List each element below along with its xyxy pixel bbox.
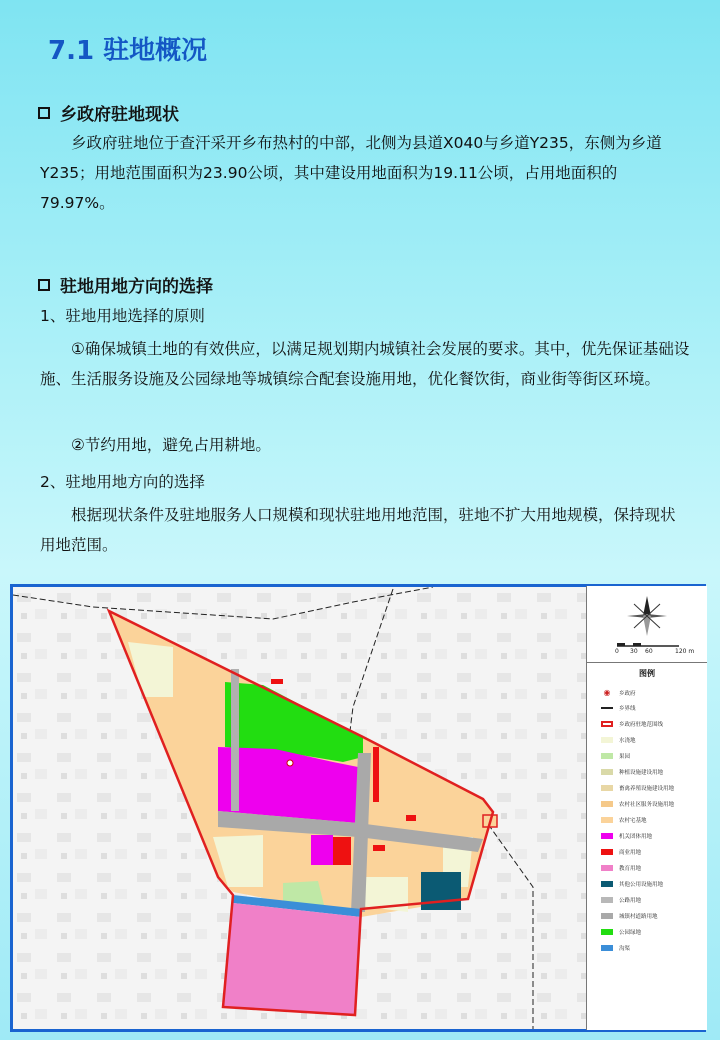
scale-label: 120 m bbox=[675, 648, 695, 655]
commercial-parcel bbox=[333, 837, 351, 865]
paragraph-principle-1: ①确保城镇土地的有效供应，以满足规划期内城镇社会发展的要求。其中，优先保证基础设施、生活服务设施及公园绿地等城镇综合配套设施用地，优化餐饮街，商业街等街区环境。 bbox=[40, 340, 690, 388]
square-bullet-icon bbox=[38, 107, 50, 119]
legend-item: 水浇地 bbox=[601, 736, 636, 744]
legend-item: 机关团体用地 bbox=[601, 832, 652, 840]
commercial-parcel bbox=[373, 747, 379, 802]
color-swatch bbox=[601, 801, 613, 807]
legend-item: 果园 bbox=[601, 752, 630, 760]
paragraph-principle-2: ②节约用地，避免占用耕地。 bbox=[71, 436, 271, 454]
legend-item: 乡界线 bbox=[601, 704, 636, 712]
scale-label: 30 bbox=[630, 648, 638, 655]
color-swatch bbox=[601, 785, 613, 791]
color-swatch bbox=[601, 833, 613, 839]
township-government-icon bbox=[287, 760, 293, 766]
outline-icon bbox=[601, 721, 613, 727]
list-item-principle: 1、驻地用地选择的原则 bbox=[40, 307, 205, 325]
section-heading-current bbox=[38, 100, 179, 125]
legend-title: 图例 bbox=[639, 669, 655, 678]
legend-item: 种植设施建设用地 bbox=[601, 768, 663, 776]
legend-item: 公园绿地 bbox=[601, 928, 641, 936]
village-road bbox=[231, 669, 239, 811]
paragraph-direction: 根据现状条件及驻地服务人口规模和现状驻地用地范围，驻地不扩大用地规模，保持现状用地范围。 bbox=[40, 506, 676, 554]
list-item-direction: 2、驻地用地方向的选择 bbox=[40, 473, 205, 491]
scale-label: 60 bbox=[645, 648, 653, 655]
legend-item: 公路用地 bbox=[601, 896, 641, 904]
paragraph-current-status: 乡政府驻地位于查汗采开乡布热村的中部，北侧为县道X040与乡道Y235，东侧为乡道Y235；用地范围面积为23.90公顷，其中建设用地面积为19.11公顷，占用地面积的79.97%。 bbox=[40, 134, 662, 212]
legend-item: 农村社区服务设施用地 bbox=[601, 800, 674, 808]
color-swatch bbox=[601, 769, 613, 775]
color-swatch bbox=[601, 897, 613, 903]
color-swatch bbox=[601, 817, 613, 823]
scale-label: 0 bbox=[615, 648, 619, 655]
public-utility-land bbox=[421, 872, 461, 910]
color-swatch bbox=[601, 881, 613, 887]
color-swatch bbox=[601, 913, 613, 919]
legend-item: 畜禽养殖设施建设用地 bbox=[601, 784, 674, 792]
legend-item: ◉ 乡政府 bbox=[601, 688, 636, 697]
color-swatch bbox=[601, 865, 613, 871]
commercial-parcel bbox=[271, 679, 283, 684]
commercial-parcel bbox=[406, 815, 416, 821]
dot-icon: ◉ bbox=[603, 688, 611, 697]
section-heading-selection bbox=[38, 272, 213, 297]
color-swatch bbox=[601, 945, 613, 951]
commercial-parcel bbox=[373, 845, 385, 851]
dashed-line-icon bbox=[601, 707, 613, 709]
color-swatch bbox=[601, 849, 613, 855]
legend-item: 商业用地 bbox=[601, 848, 641, 856]
legend-item: 沟渠 bbox=[601, 944, 630, 952]
square-bullet-icon bbox=[38, 279, 50, 291]
section-heading-label: 乡政府驻地现状 bbox=[60, 105, 179, 125]
map-legend bbox=[586, 586, 707, 1030]
color-swatch bbox=[601, 753, 613, 759]
section-heading-label: 驻地用地方向的选择 bbox=[60, 277, 213, 297]
legend-item: 教育用地 bbox=[601, 864, 641, 872]
education-land bbox=[223, 903, 361, 1015]
legend-item: 其他公用设施用地 bbox=[601, 880, 663, 888]
color-swatch bbox=[601, 737, 613, 743]
legend-item: 农村宅基地 bbox=[601, 816, 647, 824]
legend-item: 乡政府驻地范围线 bbox=[601, 720, 663, 728]
color-swatch bbox=[601, 929, 613, 935]
government-land bbox=[311, 835, 333, 865]
legend-item: 城镇村道路用地 bbox=[601, 912, 658, 920]
page-title: 7.1 驻地概况 bbox=[48, 36, 208, 66]
